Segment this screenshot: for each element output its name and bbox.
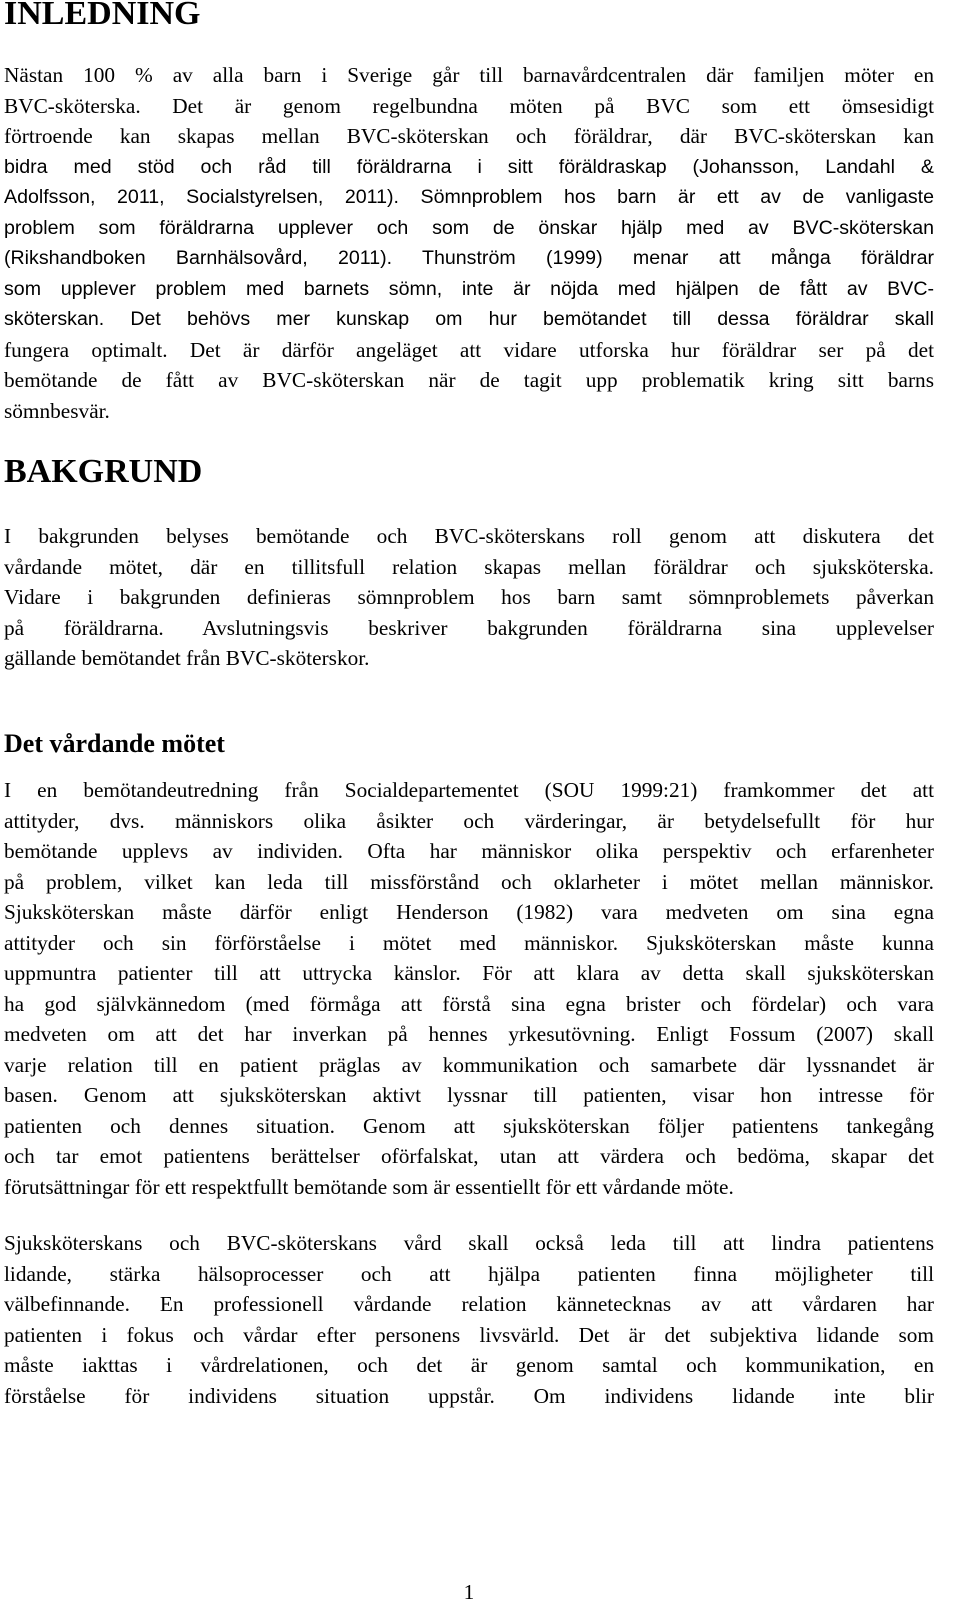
text-line: Vidare i bakgrunden definieras sömnproblem hos barn samt sömnproblemets påverkan <box>4 585 934 609</box>
text-line: fungera optimalt. Det är därför angeläget att vidare utforska hur föräldrar ser på det <box>4 337 934 362</box>
text-line: vårdande mötet, där en tillitsfull relation skapas mellan föräldrar och sjuksköterska. <box>4 554 934 579</box>
text-line: BVC-sköterska. Det är genom regelbundna möten på BVC som ett ömsesidigt <box>4 93 934 118</box>
text-line: attityder, dvs. människors olika åsikter och värderingar, är betydelsefullt för hur <box>4 808 934 833</box>
text-line: på föräldrarna. Avslutningsvis beskriver bakgrunden föräldrarna sina upplevelser <box>4 615 934 640</box>
page-number: 1 <box>463 1580 475 1604</box>
text-line: förtroende kan skapas mellan BVC-sköterskan och föräldrar, där BVC-sköterskan kan <box>4 124 934 148</box>
text-line: sköterskan. Det behövs mer kunskap om hur bemötandet till dessa föräldrar skall <box>4 308 934 330</box>
text-line: på problem, vilket kan leda till missförstånd och oklarheter i mötet mellan människor. <box>4 869 934 894</box>
paragraph-vardande-motet-2 <box>4 1228 934 1411</box>
text-line: bemötande upplevs av individen. Ofta har människor olika perspektiv och erfarenheter <box>4 839 934 863</box>
text-line: bidra med stöd och råd till föräldrarna i sitt föräldraskap (Johansson, Landahl & <box>4 155 934 178</box>
text-line: (Rikshandboken Barnhälsovård, 2011). Thunström (1999) menar att många föräldrar <box>4 247 934 269</box>
text-line: förutsättningar för ett respektfullt bemötande som är essentiellt för ett vårdande möte. <box>4 1174 734 1199</box>
text-line: problem som föräldrarna upplever och som de önskar hjälp med av BVC-sköterskan <box>4 216 934 239</box>
paragraph-vardande-motet-1 <box>4 775 934 1202</box>
text-line: välbefinnande. En professionell vårdande relation kännetecknas av att vårdaren har <box>4 1292 934 1316</box>
text-line: gällande bemötandet från BVC-sköterskor. <box>4 646 370 670</box>
text-line: uppmuntra patienter till att uttrycka känslor. För att klara av detta skall sjuksköterskan <box>4 961 934 985</box>
text-line: förståelse för individens situation uppstår. Om individens lidande inte blir <box>4 1383 934 1408</box>
text-line: Sjuksköterskan måste därför enligt Henderson (1982) vara medveten om sina egna <box>4 900 934 924</box>
heading-inledning: INLEDNING <box>4 0 201 32</box>
text-line: lidande, stärka hälsoprocesser och att hjälpa patienten finna möjligheter till <box>4 1261 934 1286</box>
paragraph-bakgrund <box>4 521 934 674</box>
text-line: ha god självkännedom (med förmåga att förstå sina egna brister och fördelar) och vara <box>4 991 934 1016</box>
text-line: och tar emot patientens berättelser oförfalskat, utan att värdera och bedöma, skapar det <box>4 1144 934 1168</box>
text-line: patienten och dennes situation. Genom att sjuksköterskan följer patientens tankegång <box>4 1113 934 1138</box>
text-line: Adolfsson, 2011, Socialstyrelsen, 2011). Sömnproblem hos barn är ett av de vanligaste <box>4 186 934 208</box>
heading-vardande-motet: Det vårdande mötet <box>4 729 225 758</box>
text-line: basen. Genom att sjuksköterskan aktivt lyssnar till patienten, visar hon intresse för <box>4 1083 934 1107</box>
text-line: patienten i fokus och vårdar efter personens livsvärld. Det är det subjektiva lidande som <box>4 1322 934 1347</box>
text-line: attityder och sin förförståelse i mötet med människor. Sjuksköterskan måste kunna <box>4 930 934 955</box>
text-line: bemötande de fått av BVC-sköterskan när de tagit upp problematik kring sitt barns <box>4 368 934 392</box>
heading-bakgrund: BAKGRUND <box>4 453 203 490</box>
text-line: I en bemötandeutredning från Socialdepartementet (SOU 1999:21) framkommer det att <box>4 778 934 802</box>
text-line: sömnbesvär. <box>4 398 110 423</box>
text-line: som upplever problem med barnets sömn, inte är nöjda med hjälpen de fått av BVC- <box>4 277 934 300</box>
paragraph-inledning <box>4 60 934 426</box>
text-line: I bakgrunden belyses bemötande och BVC-sköterskans roll genom att diskutera det <box>4 524 934 548</box>
text-line: måste iakttas i vårdrelationen, och det är genom samtal och kommunikation, en <box>4 1353 934 1377</box>
text-line: Nästan 100 % av alla barn i Sverige går till barnavårdcentralen där familjen möter en <box>4 63 934 87</box>
text-line: varje relation till en patient präglas av kommunikation och samarbete där lyssnandet är <box>4 1052 934 1077</box>
text-line: medveten om att det har inverkan på hennes yrkesutövning. Enligt Fossum (2007) skall <box>4 1022 934 1046</box>
text-line: Sjuksköterskans och BVC-sköterskans vård skall också leda till att lindra patientens <box>4 1231 934 1255</box>
